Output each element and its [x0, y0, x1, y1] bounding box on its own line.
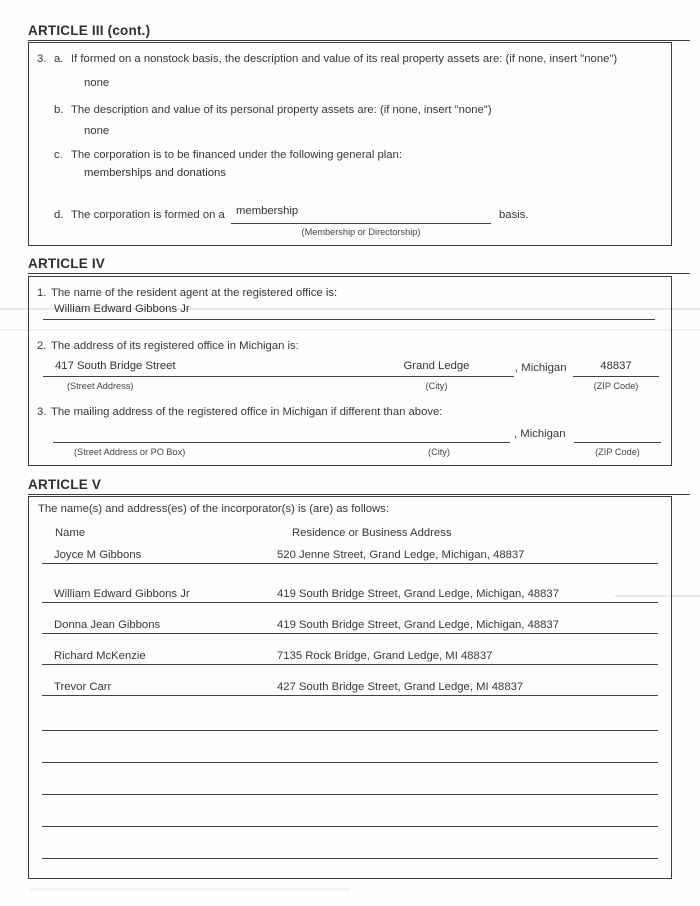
item-3c — [54, 149, 402, 162]
article5-box — [28, 496, 672, 879]
incorporator-name: Richard McKenzie — [54, 650, 146, 662]
incorporator-rows — [29, 540, 671, 859]
question-3 — [37, 406, 442, 419]
article4-box — [28, 276, 672, 466]
resident-agent-line — [43, 319, 655, 320]
incorporator-row — [42, 634, 658, 665]
incorporator-address: 427 South Bridge Street, Grand Ledge, MI 48837 — [277, 681, 524, 693]
item-3d-text: The corporation is formed on a — [71, 209, 225, 221]
state-label: , Michigan — [514, 428, 566, 440]
item-3c-value: memberships and donations — [84, 167, 226, 179]
question-2 — [37, 340, 299, 353]
item-letter: a. — [54, 53, 64, 65]
article3-box — [28, 42, 672, 246]
question-1 — [37, 287, 337, 300]
article3-heading: ARTICLE III (cont.) — [28, 24, 690, 41]
street-address-caption: (Street Address) — [67, 381, 134, 391]
mailing-city-caption: (City) — [428, 447, 450, 457]
incorporator-row — [42, 603, 658, 634]
item-letter: b. — [54, 104, 64, 116]
item-letter: d. — [54, 209, 64, 221]
column-header-address: Residence or Business Address — [292, 527, 452, 539]
incorporator-row — [42, 827, 658, 859]
item-3a-text: If formed on a nonstock basis, the description and value of its real property assets are: (if none, insert "none") — [71, 53, 618, 65]
item-letter: c. — [54, 149, 63, 161]
incorporator-address: 419 South Bridge Street, Grand Ledge, Michigan, 48837 — [277, 588, 559, 600]
city-caption: (City) — [425, 381, 448, 391]
street-address-value: 417 South Bridge Street — [55, 360, 176, 372]
city-line — [359, 376, 514, 377]
item-3a — [37, 53, 617, 66]
question-2-text: The address of its registered office in Michigan is: — [51, 340, 299, 352]
item-3c-text: The corporation is to be financed under the following general plan: — [71, 149, 402, 161]
zip-line — [573, 376, 659, 377]
item-3d — [54, 209, 225, 222]
incorporators-intro: The name(s) and address(es) of the incorporator(s) is (are) as follows: — [38, 503, 389, 515]
state-label: , Michigan — [515, 362, 567, 374]
basis-field-line — [231, 223, 491, 224]
article5-heading: ARTICLE V — [28, 478, 690, 495]
mailing-street-line — [53, 442, 510, 443]
mailing-street-caption: (Street Address or PO Box) — [74, 447, 186, 457]
item-3b — [54, 104, 492, 117]
item-3b-text: The description and value of its personal property assets are: (if none, insert "none") — [71, 104, 492, 116]
street-address-line — [43, 376, 390, 377]
incorporator-address: 520 Jenne Street, Grand Ledge, Michigan, 48837 — [277, 549, 525, 561]
incorporator-name: Donna Jean Gibbons — [54, 619, 161, 631]
question-number: 1. — [37, 287, 47, 299]
incorporator-row — [42, 665, 658, 696]
city-value: Grand Ledge — [403, 360, 470, 372]
question-number: 3. — [37, 406, 47, 418]
question-number: 2. — [37, 340, 47, 352]
zip-caption: (ZIP Code) — [593, 381, 639, 391]
incorporator-address: 419 South Bridge Street, Grand Ledge, Michigan, 48837 — [277, 619, 559, 631]
incorporator-row — [42, 763, 658, 795]
incorporator-row — [42, 564, 658, 603]
incorporator-name: William Edward Gibbons Jr — [54, 588, 190, 600]
item-3d-suffix: basis. — [499, 209, 529, 221]
incorporator-row — [42, 696, 658, 731]
item-3b-value: none — [84, 125, 110, 137]
incorporator-name: Trevor Carr — [54, 681, 112, 693]
item-number: 3. — [37, 53, 47, 65]
article4-heading: ARTICLE IV — [28, 257, 690, 274]
question-1-text: The name of the resident agent at the registered office is: — [51, 287, 338, 299]
incorporator-row — [42, 540, 658, 564]
resident-agent-value: William Edward Gibbons Jr — [54, 303, 190, 315]
basis-field-value: membership — [236, 205, 299, 217]
mailing-zip-line — [574, 442, 661, 443]
incorporator-name: Joyce M Gibbons — [54, 549, 142, 561]
question-3-text: The mailing address of the registered office in Michigan if different than above: — [51, 406, 443, 418]
incorporator-row — [42, 795, 658, 827]
incorporator-address: 7135 Rock Bridge, Grand Ledge, MI 48837 — [277, 650, 493, 662]
column-header-name: Name — [55, 527, 86, 539]
scan-artifact — [30, 888, 350, 891]
item-3a-value: none — [84, 77, 110, 89]
basis-field-caption: (Membership or Directorship) — [301, 227, 421, 237]
incorporator-row — [42, 731, 658, 763]
zip-value: 48837 — [600, 360, 632, 372]
incorporators-table-header — [29, 527, 671, 540]
mailing-zip-caption: (ZIP Code) — [595, 447, 640, 457]
